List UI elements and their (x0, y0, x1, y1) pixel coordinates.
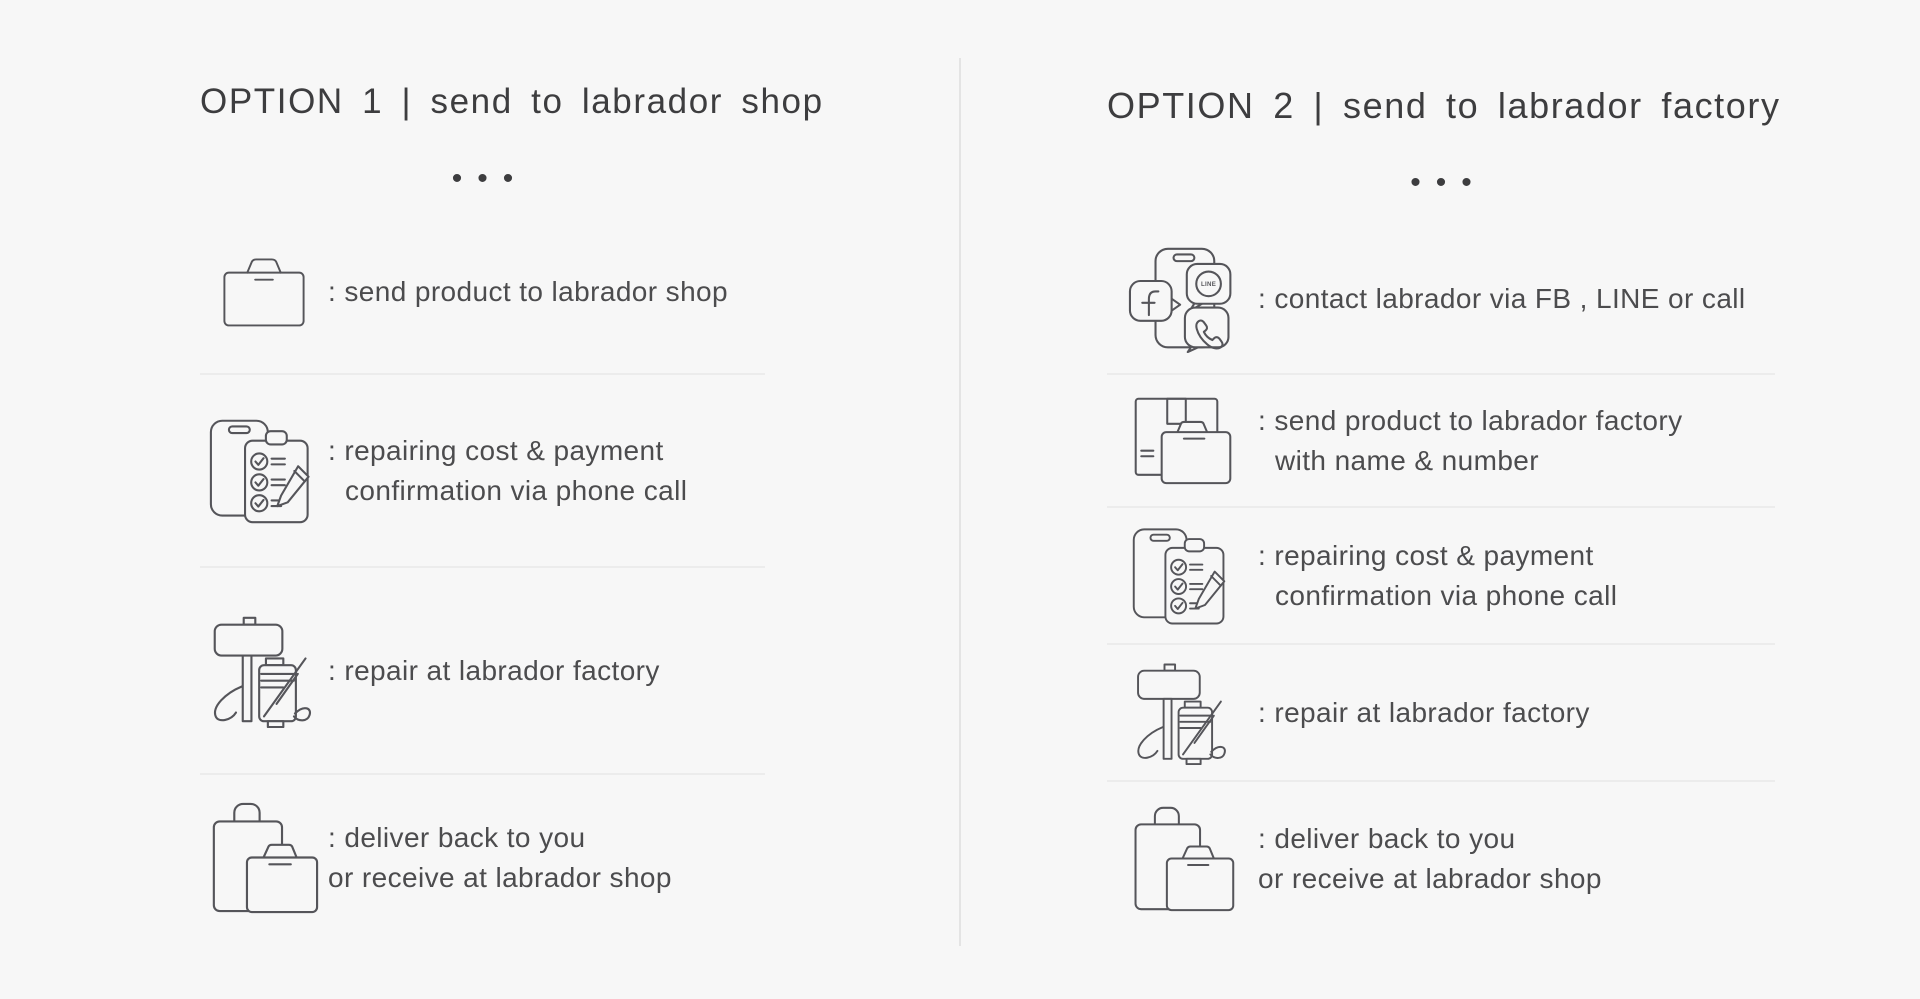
step-text (1258, 819, 1602, 899)
step-deliver-back (1107, 782, 1775, 935)
option-2-steps (1107, 225, 1775, 935)
checklist-phone-icon (207, 416, 321, 526)
repair-tools-icon (1130, 661, 1236, 765)
step-text-line: : send product to labrador factory (1258, 404, 1683, 436)
step-text-line: confirmation via phone call (1275, 579, 1618, 611)
step-repair-at-factory (1107, 645, 1775, 782)
repair-tools-icon (206, 614, 322, 728)
step-icon-box (200, 799, 328, 916)
shopping-bag-icon (220, 254, 308, 330)
step-text (328, 431, 687, 511)
step-text-line: : deliver back to you (328, 821, 586, 853)
option-1-steps (200, 210, 765, 940)
step-text-line: : repair at labrador factory (1258, 696, 1590, 728)
step-text (1258, 279, 1746, 319)
step-contact-labrador (1107, 225, 1775, 375)
step-text-line: : contact labrador via FB , LINE or call (1258, 283, 1746, 314)
step-text-line: : send product to labrador shop (328, 275, 728, 307)
option-2-column (1107, 0, 1781, 999)
step-text-line: : repairing cost & payment (328, 434, 664, 466)
option-1-title: OPTION 1 | send to labrador shop (200, 82, 824, 121)
step-icon-box (1107, 803, 1258, 914)
step-icon-box (1107, 245, 1258, 353)
step-icon-box (200, 614, 328, 728)
contact-channels-icon (1127, 245, 1239, 353)
step-icon-box (200, 416, 328, 526)
step-repair-at-factory (200, 568, 765, 775)
option-1-column (200, 0, 824, 999)
step-text (1258, 401, 1683, 481)
step-text-line: : repairing cost & payment (1258, 539, 1594, 571)
step-cost-confirmation (200, 375, 765, 568)
step-text (328, 651, 660, 691)
step-text (1258, 693, 1590, 733)
step-text-line: or receive at labrador shop (328, 861, 672, 893)
step-text-line: confirmation via phone call (345, 474, 688, 506)
step-icon-box (1107, 525, 1258, 627)
delivery-bags-icon (1130, 803, 1236, 914)
delivery-bags-icon (208, 799, 320, 916)
separator-dots: ••• (1410, 166, 1487, 199)
step-text (1258, 536, 1617, 616)
step-text (328, 272, 728, 312)
step-text-line: with name & number (1275, 444, 1539, 476)
step-deliver-back (200, 775, 765, 940)
step-cost-confirmation (1107, 508, 1775, 645)
step-icon-box (1107, 661, 1258, 765)
separator-dots: ••• (451, 162, 529, 195)
step-text-line: : deliver back to you (1258, 822, 1516, 854)
step-text (328, 818, 672, 898)
step-icon-box (200, 254, 328, 330)
parcel-box-bag-icon (1132, 394, 1234, 487)
step-text-line: or receive at labrador shop (1258, 862, 1602, 894)
step-send-to-shop (200, 210, 765, 375)
option-2-title: OPTION 2 | send to labrador factory (1107, 85, 1781, 126)
step-icon-box (1107, 394, 1258, 487)
column-divider (959, 58, 961, 946)
step-text-line: : repair at labrador factory (328, 654, 660, 686)
step-send-to-factory (1107, 375, 1775, 508)
checklist-phone-icon (1130, 525, 1236, 627)
